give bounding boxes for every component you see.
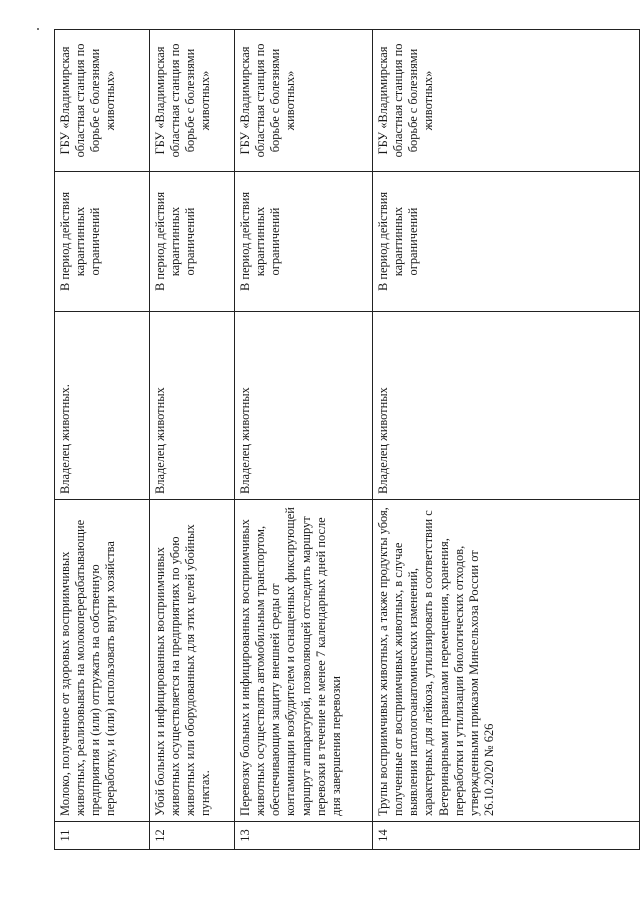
period-text: В период действия карантинных ограничений — [150, 172, 235, 312]
responsible-text: Владелец животных. — [55, 312, 150, 500]
table-row — [235, 30, 373, 850]
row-number: 11 — [55, 822, 150, 850]
measures-table — [54, 29, 640, 850]
responsible-text: Владелец животных — [235, 312, 373, 500]
scan-speck — [37, 28, 39, 30]
executor-text: ГБУ «Владимирская областная станция по борьбе с болезнями животных» — [55, 30, 150, 172]
row-number: 14 — [373, 822, 640, 850]
table-row — [373, 30, 640, 850]
table-row — [150, 30, 235, 850]
measure-text: Перевозку больных и инфицированных восприимчивых животных осуществлять автомобильным транспортом, обеспечивающим защиту внешней среды от контаминации возбудителем и оснащенных фиксирующей маршрут аппаратурой, позволяющей отследить маршрут перевозки в течение не менее 7 календарных дней после дня завершения перевозки — [235, 500, 373, 822]
row-number: 13 — [235, 822, 373, 850]
executor-text: ГБУ «Владимирская областная станция по борьбе с болезнями животных» — [373, 30, 640, 172]
table-row — [55, 30, 150, 850]
executor-text: ГБУ «Владимирская областная станция по борьбе с болезнями животных» — [150, 30, 235, 172]
row-number: 12 — [150, 822, 235, 850]
executor-text: ГБУ «Владимирская областная станция по борьбе с болезнями животных» — [235, 30, 373, 172]
period-text: В период действия карантинных ограничений — [373, 172, 640, 312]
measure-text: Убой больных и инфицированных восприимчивых животных осуществляется на предприятиях по убою животных или оборудованных для этих целей убойных пунктах. — [150, 500, 235, 822]
measure-text: Трупы восприимчивых животных, а также продукты убоя, полученные от восприимчивых животных, в случае выявления патологоанатомических изменений, характерных для лейкоза, утилизировать в соответствии с Ветеринарными правилами перемещения, хранения, переработки и утилизации биологических отходов, утвержденными приказом Минсельхоза России от 26.10.2020 № 626 — [373, 500, 640, 822]
period-text: В период действия карантинных ограничений — [235, 172, 373, 312]
responsible-text: Владелец животных — [373, 312, 640, 500]
responsible-text: Владелец животных — [150, 312, 235, 500]
rotated-table-wrapper — [54, 30, 639, 850]
period-text: В период действия карантинных ограничений — [55, 172, 150, 312]
measure-text: Молоко, полученное от здоровых восприимчивых животных, реализовывать на молокоперерабатывающие предприятия и (или) отгружать на собственную переработку, и (или) использовать внутри хозяйства — [55, 500, 150, 822]
